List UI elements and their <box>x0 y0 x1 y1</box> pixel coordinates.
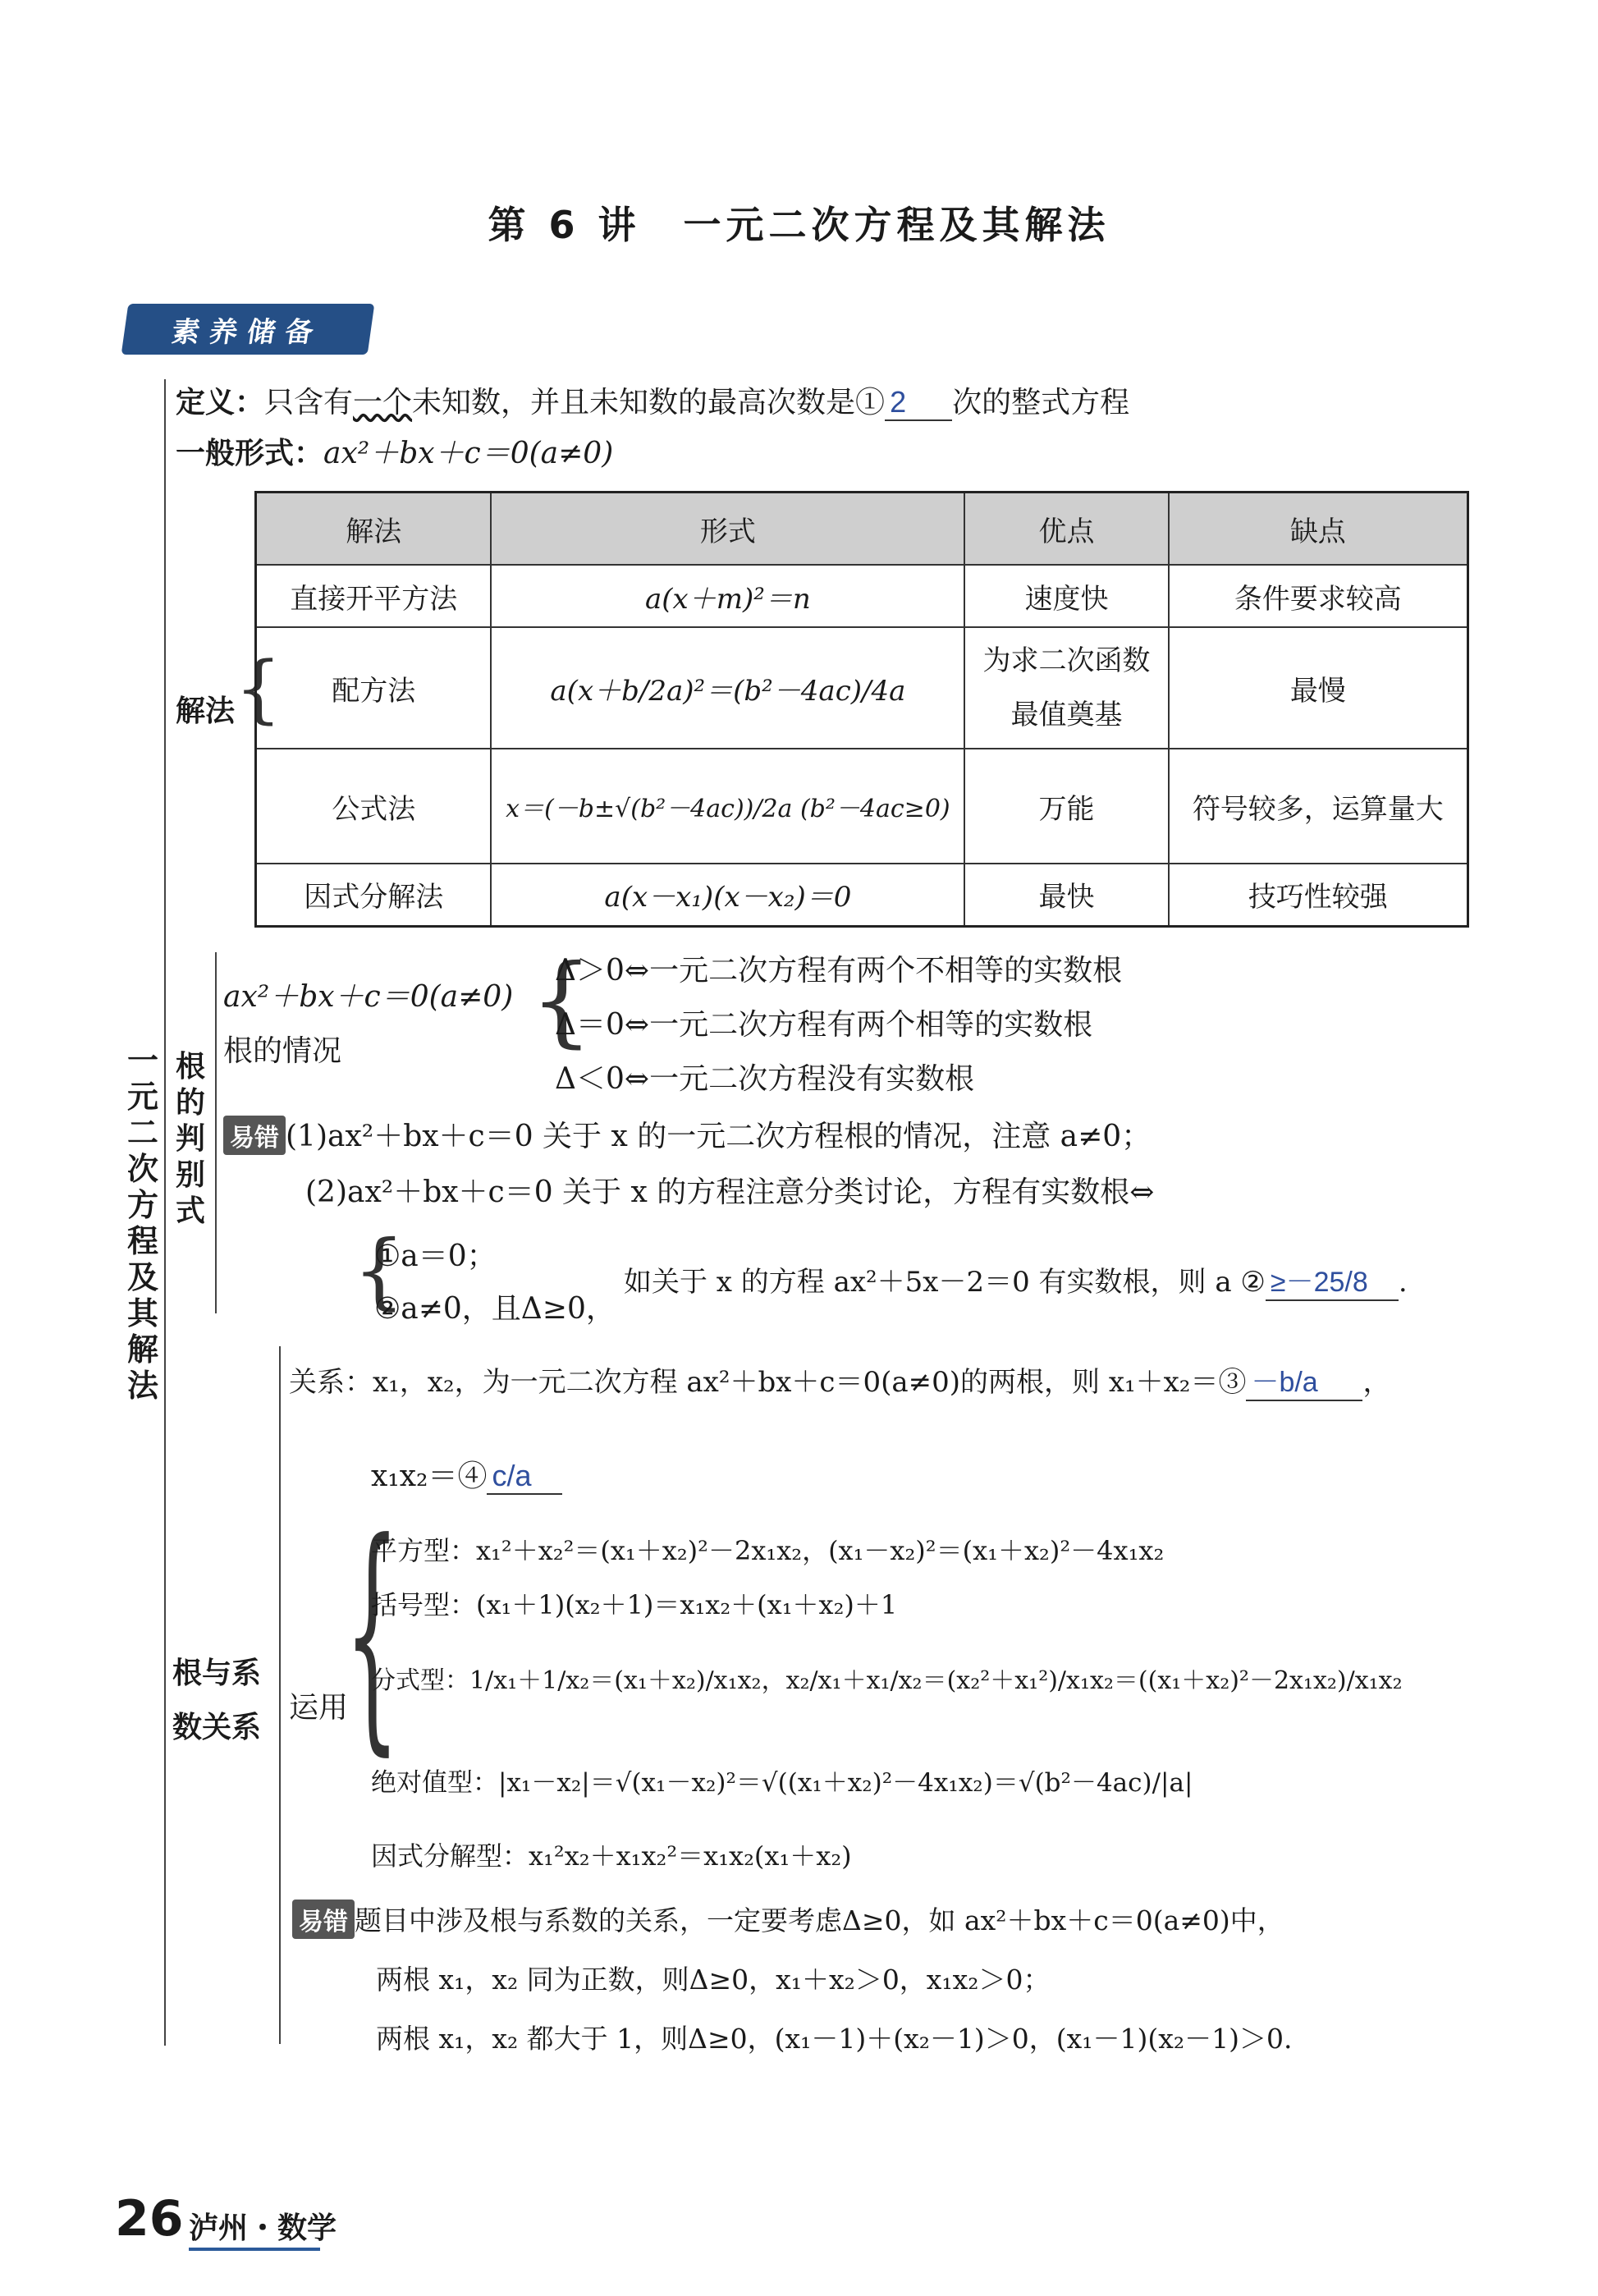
table-cell: 配方法 <box>256 627 492 749</box>
table-cell: a(x－x₁)(x－x₂)＝0 <box>491 864 964 926</box>
section-badge: 素养储备 <box>121 304 375 355</box>
usage-brace: { <box>345 1490 400 1776</box>
table-row <box>256 627 1468 749</box>
discriminant-label: 根的判别式 <box>175 1050 205 1228</box>
table-row <box>256 565 1468 627</box>
table-cell: 技巧性较强 <box>1169 864 1468 926</box>
vieta-relation-end: ， <box>1362 1366 1391 1399</box>
table-cell: a(x＋b/2a)²＝(b²－4ac)/4a <box>491 627 964 749</box>
table-cell: 速度快 <box>964 565 1168 627</box>
mistake-tag: 易错 <box>223 1116 286 1155</box>
table-header: 优点 <box>964 493 1168 566</box>
page-title: 第 6 讲 一元二次方程及其解法 <box>488 203 1110 247</box>
sub-brace: { <box>353 1222 405 1318</box>
mistake-tag: 易错 <box>292 1900 355 1939</box>
table-header: 缺点 <box>1169 493 1468 566</box>
definition-text-mid: 未知数，并且未知数的最高次数是① <box>412 386 886 419</box>
example-end: . <box>1398 1266 1408 1299</box>
vieta-label-2: 数关系 <box>172 1711 262 1744</box>
vieta-product: x₁x₂＝④ <box>371 1460 488 1493</box>
discriminant-condition: ax²＋bx＋c＝0(a≠0) <box>223 980 514 1014</box>
vieta-mistake-line-2: 两根 x₁，x₂ 同为正数，则Δ≥0，x₁＋x₂＞0，x₁x₂＞0； <box>376 1964 1051 1996</box>
definition-text-before: 只含有 <box>264 386 354 419</box>
general-form-line <box>176 430 613 472</box>
methods-brace: { <box>235 646 282 732</box>
usage-item: 括号型：(x₁＋1)(x₂＋1)＝x₁x₂＋(x₁＋x₂)＋1 <box>371 1589 898 1620</box>
table-cell: 公式法 <box>256 749 492 864</box>
table-header: 形式 <box>491 493 964 566</box>
page-number: 26 <box>115 2190 184 2248</box>
table-cell: 因式分解法 <box>256 864 492 926</box>
table-cell: 最慢 <box>1169 627 1468 749</box>
discriminant-condition-2: 根的情况 <box>223 1034 342 1068</box>
answer-3: －b/a <box>1246 1359 1362 1401</box>
table-cell: 最快 <box>964 864 1168 926</box>
table-header-row <box>256 493 1468 566</box>
table-cell: 直接开平方法 <box>256 565 492 627</box>
case-item: Δ＝0⇔一元二次方程有两个相等的实数根 <box>555 1008 1093 1042</box>
cases-brace: { <box>530 944 593 1058</box>
vieta-product-line <box>371 1453 562 1495</box>
table-cell: a(x＋m)²＝n <box>491 565 964 627</box>
answer-1: 2 <box>885 385 952 421</box>
usage-label: 运用 <box>289 1691 349 1725</box>
discriminant-bracket <box>215 952 217 1313</box>
vieta-mistake-line-3: 两根 x₁，x₂ 都大于 1，则Δ≥0，(x₁－1)＋(x₂－1)＞0，(x₁－1)(x₂－1)＞0. <box>376 2023 1293 2055</box>
example-line <box>624 1259 1408 1301</box>
usage-item: 分式型：1/x₁＋1/x₂＝(x₁＋x₂)/x₁x₂，x₂/x₁＋x₁/x₂＝(x₂²＋x₁²)/x₁x₂＝((x₁＋x₂)²－2x₁x₂)/x₁x₂ <box>371 1666 1403 1695</box>
case-item: Δ＜0⇔一元二次方程没有实数根 <box>555 1062 975 1096</box>
example-text: 如关于 x 的方程 ax²＋5x－2＝0 有实数根，则 a ② <box>624 1266 1266 1299</box>
mistake-text: 题目中涉及根与系数的关系，一定要考虑Δ≥0，如 ax²＋bx＋c＝0(a≠0)中， <box>355 1904 1284 1936</box>
methods-table <box>254 491 1469 928</box>
table-row <box>256 749 1468 864</box>
general-form-formula: ax²＋bx＋c＝0(a≠0) <box>323 437 614 470</box>
vieta-label-1: 根与系 <box>172 1657 262 1690</box>
vieta-relation-line <box>289 1359 1390 1401</box>
table-header: 解法 <box>256 493 492 566</box>
table-cell: 条件要求较高 <box>1169 565 1468 627</box>
general-form-label: 一般形式： <box>176 437 324 470</box>
answer-4: c/a <box>487 1459 562 1495</box>
usage-item: 绝对值型：|x₁－x₂|＝√(x₁－x₂)²＝√((x₁＋x₂)²－4x₁x₂)＝√(b²－4ac)/|a| <box>371 1768 1193 1798</box>
mistake-text: (1)ax²＋bx＋c＝0 关于 x 的一元二次方程根的情况，注意 a≠0； <box>286 1120 1152 1153</box>
usage-item: 平方型：x₁²＋x₂²＝(x₁＋x₂)²－2x₁x₂，(x₁－x₂)²＝(x₁＋x₂)²－4x₁x₂ <box>371 1535 1165 1566</box>
main-side-label: 一元二次方程及其解法 <box>126 1043 158 1404</box>
definition-label: 定义： <box>176 386 265 419</box>
methods-label: 解法 <box>176 694 236 728</box>
mistake-line-1 <box>223 1113 1151 1155</box>
outline-bracket <box>164 379 166 2046</box>
table-cell: 符号较多，运算量大 <box>1169 749 1468 864</box>
definition-wavy: 一个 <box>353 386 413 419</box>
sub-case: ①a＝0； <box>374 1240 497 1273</box>
vieta-relation: 关系：x₁，x₂，为一元二次方程 ax²＋bx＋c＝0(a≠0)的两根，则 x₁＋x₂＝③ <box>289 1366 1247 1399</box>
usage-item: 因式分解型：x₁²x₂＋x₁x₂²＝x₁x₂(x₁＋x₂) <box>371 1840 852 1872</box>
sub-case: ②a≠0，且Δ≥0， <box>374 1292 616 1326</box>
answer-2: ≥－25/8 <box>1266 1259 1399 1301</box>
table-cell: 万能 <box>964 749 1168 864</box>
table-cell: x＝(－b±√(b²－4ac))/2a (b²－4ac≥0) <box>491 749 964 864</box>
vieta-bracket <box>279 1346 281 2044</box>
table-row <box>256 864 1468 926</box>
definition-text-after: 次的整式方程 <box>952 386 1130 419</box>
case-item: Δ＞0⇔一元二次方程有两个不相等的实数根 <box>555 954 1123 988</box>
footer-underline <box>189 2248 320 2251</box>
mistake-line-2: (2)ax²＋bx＋c＝0 关于 x 的方程注意分类讨论，方程有实数根⇔ <box>305 1175 1155 1209</box>
table-cell: 为求二次函数最值奠基 <box>964 627 1168 749</box>
definition-line <box>176 379 1129 421</box>
vieta-mistake-line-1 <box>292 1900 1284 1939</box>
footer-text: 泸州・数学 <box>189 2211 337 2245</box>
